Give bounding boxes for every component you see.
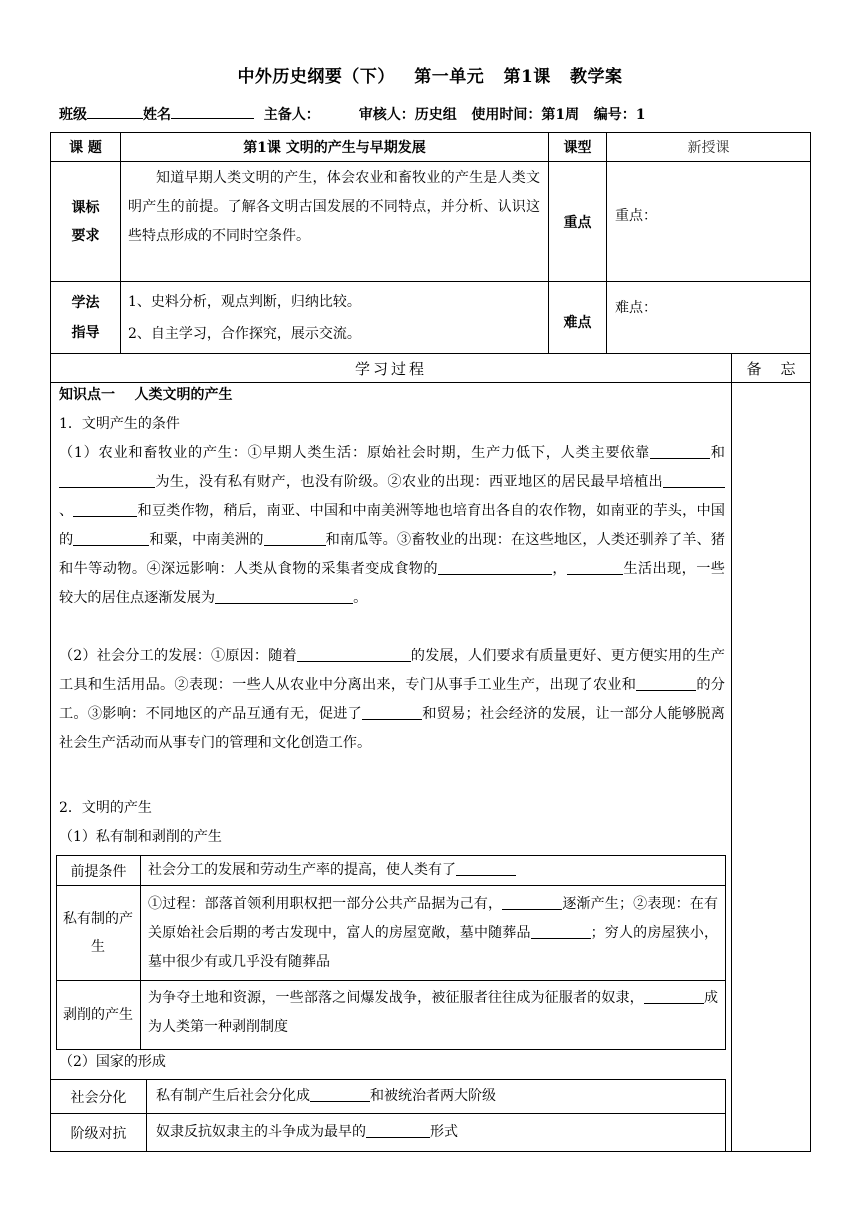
rule bbox=[56, 980, 726, 981]
text: 奴隶反抗奴隶主的斗争成为最早的 bbox=[156, 1124, 366, 1140]
standard-label-line1: 课标 bbox=[71, 199, 100, 216]
text: 和 bbox=[710, 445, 725, 461]
meta-line bbox=[59, 104, 646, 124]
text: 的分工。③影响：不同地区的产品互通有无，促进了 bbox=[59, 677, 725, 722]
fill-blank[interactable] bbox=[567, 559, 623, 575]
table1-label: 前提条件 bbox=[70, 863, 127, 880]
text: 社会分工的发展和劳动生产率的提高，使人类有了 bbox=[148, 862, 456, 878]
rule bbox=[140, 855, 141, 1050]
rule bbox=[56, 885, 726, 886]
fill-blank[interactable] bbox=[650, 443, 710, 459]
name-label: 姓名 bbox=[143, 107, 171, 123]
fill-blank[interactable] bbox=[502, 894, 562, 910]
fill-blank[interactable] bbox=[73, 530, 149, 546]
name-blank bbox=[171, 104, 254, 119]
fill-blank[interactable] bbox=[456, 860, 516, 876]
table2-label: 阶级对抗 bbox=[70, 1125, 127, 1142]
table2-label: 社会分化 bbox=[70, 1089, 127, 1106]
standard-label bbox=[51, 162, 120, 281]
fill-blank[interactable] bbox=[438, 559, 552, 575]
document-title: 中外历史纲要（下） 第一单元 第1课 教学案 bbox=[237, 67, 623, 87]
text: ， bbox=[551, 561, 567, 577]
topic-label: 课 题 bbox=[69, 139, 102, 156]
rule bbox=[50, 281, 811, 282]
subheading-2: 2．文明的产生 bbox=[59, 800, 152, 816]
text: 成为人类第一种剥削制度 bbox=[148, 990, 719, 1035]
text: 为生，没有私有财产，也没有阶级。②农业的出现：西亚地区的居民最早培植出 bbox=[155, 474, 663, 490]
table1-text bbox=[148, 890, 718, 977]
difficult-label: 难点 bbox=[563, 314, 592, 331]
fill-blank[interactable] bbox=[264, 530, 326, 546]
rule bbox=[50, 1151, 811, 1152]
text: 和贸易；社会经济的发展，让一部分人能够脱离社会生产活动而从事专门的管理和文化创造工作。 bbox=[59, 706, 725, 751]
table1-label: 私有制的产生 bbox=[63, 911, 133, 955]
text: 私有制产生后社会分化成 bbox=[156, 1088, 310, 1104]
key-value: 重点： bbox=[615, 208, 657, 224]
table2-text bbox=[156, 1082, 716, 1111]
rule bbox=[810, 132, 811, 1152]
rule bbox=[50, 1113, 726, 1114]
memo-heading: 备 忘 bbox=[746, 359, 796, 378]
text: 。 bbox=[353, 590, 368, 606]
text: 、 bbox=[59, 503, 74, 519]
text: （2）社会分工的发展：①原因：随着 bbox=[59, 648, 297, 664]
reviewer: 审核人：历史组 bbox=[358, 107, 457, 123]
standard-text: 知道早期人类文明的产生，体会农业和畜牧业的产生是人类文明产生的前提。了解各文明古国发展的不同特点，并分析、认识这些特点形成的不同时空条件。 bbox=[128, 170, 540, 244]
fill-blank[interactable] bbox=[531, 923, 591, 939]
text: 形式 bbox=[430, 1124, 458, 1140]
subheading-2-2: （2）国家的形成 bbox=[59, 1054, 166, 1070]
key-label: 重点 bbox=[563, 214, 592, 231]
topic-value: 第1课 文明的产生与早期发展 bbox=[243, 139, 426, 156]
fill-blank[interactable] bbox=[310, 1086, 370, 1102]
text: 逐渐产生；②表现：在有关原始社会后期的考古发现中，富人的房屋宽敞，墓中随葬品 bbox=[148, 896, 719, 941]
method-line-1: 1、史料分析，观点判断，归纳比较。 bbox=[128, 294, 361, 310]
preparer-label: 主备人： bbox=[263, 107, 320, 123]
text: ；穷人的房屋狭小，墓中很少有或几乎没有随葬品 bbox=[148, 925, 719, 970]
rule bbox=[120, 132, 121, 353]
text: 和豆类作物，稍后，南亚、中国和中南美洲等地也培育出各自的农作物，如南亚的芋头，中国的 bbox=[59, 503, 725, 548]
paragraph-agriculture bbox=[59, 439, 725, 613]
table1-text bbox=[148, 856, 718, 885]
rule bbox=[50, 161, 811, 162]
paragraph-division bbox=[59, 642, 725, 758]
doc-number: 编号：1 bbox=[593, 107, 646, 123]
standard-label-line2: 要求 bbox=[71, 227, 100, 244]
fill-blank[interactable] bbox=[663, 472, 725, 488]
table1-text bbox=[148, 984, 718, 1042]
rule bbox=[731, 353, 732, 1151]
text: 生活出现，一些较大的居住点逐渐发展为 bbox=[59, 561, 725, 606]
rule bbox=[50, 1079, 726, 1080]
fill-blank[interactable] bbox=[362, 704, 422, 720]
text: 和被统治者两大阶级 bbox=[370, 1088, 496, 1104]
type-label: 课型 bbox=[563, 139, 592, 156]
fill-blank[interactable] bbox=[73, 501, 137, 517]
fill-blank[interactable] bbox=[297, 646, 411, 662]
usage-time: 使用时间：第1周 bbox=[471, 107, 580, 123]
rule bbox=[725, 1079, 726, 1151]
subheading-1: 1．文明产生的条件 bbox=[59, 416, 180, 432]
fill-blank[interactable] bbox=[59, 472, 155, 488]
difficult-value: 难点： bbox=[615, 300, 657, 316]
type-value: 新授课 bbox=[687, 139, 730, 156]
subheading-2-1: （1）私有制和剥削的产生 bbox=[59, 829, 222, 845]
rule bbox=[725, 855, 726, 1050]
fill-blank[interactable] bbox=[636, 675, 696, 691]
text: 和南瓜等。③畜牧业的出现：在这些地区，人类还驯养了羊、猪和牛等动物。④深远影响：人类从食物的采集者变成食物的 bbox=[59, 532, 725, 577]
class-label: 班级 bbox=[59, 107, 87, 123]
table2-text bbox=[156, 1118, 716, 1147]
fill-blank[interactable] bbox=[366, 1122, 430, 1138]
table1-label: 剥削的产生 bbox=[63, 1007, 133, 1023]
text: 和粟，中南美洲的 bbox=[149, 532, 264, 548]
rule bbox=[606, 132, 607, 353]
text: 为争夺土地和资源，一些部落之间爆发战争，被征服者往往成为征服者的奴隶， bbox=[148, 990, 644, 1006]
method-label-line1: 学法 bbox=[71, 294, 100, 311]
fill-blank[interactable] bbox=[215, 588, 353, 604]
process-heading: 学习过程 bbox=[354, 359, 427, 378]
text: 的发展，人们要求有质量更好、更方便实用的生产工具和生活用品。②表现：一些人从农业中分离出来，专门从事手工业生产，出现了农业和 bbox=[59, 648, 725, 693]
method-line-2: 2、自主学习，合作探究，展示交流。 bbox=[128, 326, 361, 342]
text: （1）农业和畜牧业的产生：①早期人类生活：原始社会时期，生产力低下，人类主要依靠 bbox=[59, 445, 651, 461]
rule bbox=[146, 1079, 147, 1151]
section-1-heading: 知识点一 人类文明的产生 bbox=[59, 387, 233, 403]
text: ①过程：部落首领利用职权把一部分公共产品据为己有， bbox=[148, 896, 503, 912]
class-blank bbox=[87, 104, 143, 119]
method-label bbox=[51, 282, 120, 353]
method-label-line2: 指导 bbox=[71, 324, 100, 341]
fill-blank[interactable] bbox=[644, 988, 704, 1004]
